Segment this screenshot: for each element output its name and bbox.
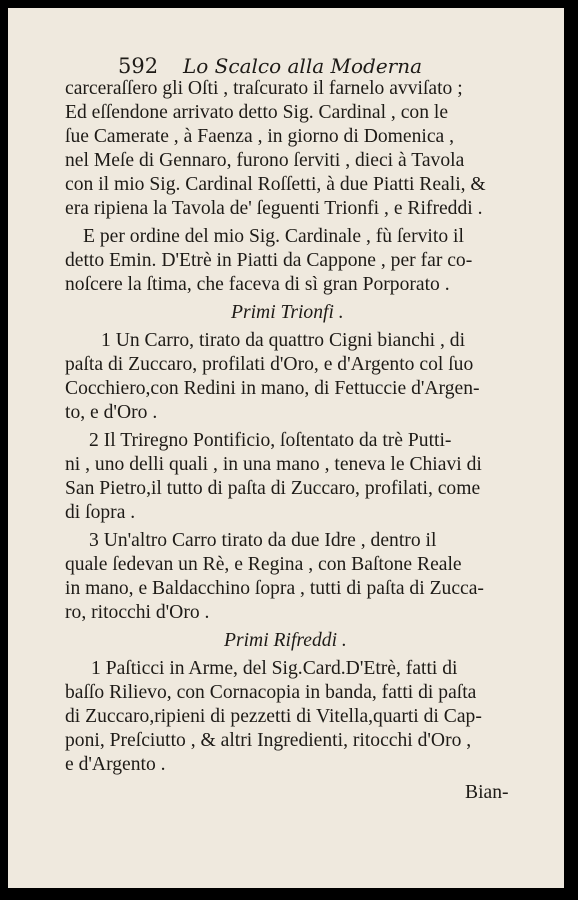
page-header [118, 52, 538, 80]
text-line: noſcere la ſtima, che faceva di sì gran Porporato . [65, 274, 450, 295]
text-line: di Zuccaro,ripieni di pezzetti di Vitella,quarti di Cap- [65, 706, 482, 727]
section-heading: Primi Rifreddi . [224, 630, 347, 651]
text-line: Ed eſſendone arrivato detto Sig. Cardinal , con le [65, 102, 449, 123]
text-line: nel Meſe di Gennaro, furono ſerviti , dieci à Tavola [65, 150, 465, 171]
catchword: Bian- [465, 782, 509, 803]
text-line: to, e d'Oro . [65, 402, 158, 423]
text-line: ro, ritocchi d'Oro . [65, 602, 210, 623]
text-line: era ripiena la Tavola de' ſeguenti Trionfi , e Rifreddi . [65, 198, 483, 219]
text-line: Cocchiero,con Redini in mano, di Fettuccie d'Argen- [65, 378, 480, 399]
text-line: e d'Argento . [65, 754, 166, 775]
text-line: paſta di Zuccaro, profilati d'Oro, e d'Argento col ſuo [65, 354, 474, 375]
text-line: E per ordine del mio Sig. Cardinale , fù ſervito il [83, 226, 464, 247]
text-line: 3 Un'altro Carro tirato da due Idre , dentro il [89, 530, 437, 551]
text-line: ſue Camerate , à Faenza , in giorno di Domenica , [65, 126, 455, 147]
text-line: poni, Preſciutto , & altri Ingredienti, ritocchi d'Oro , [65, 730, 472, 751]
running-title: Lo Scalco alla Moderna [183, 54, 423, 78]
text-line: con il mio Sig. Cardinal Roſſetti, à due Piatti Reali, & [65, 174, 486, 195]
text-line: 2 Il Triregno Pontificio, ſoſtentato da trè Putti- [89, 430, 452, 451]
section-heading: Primi Trionfi . [231, 302, 344, 323]
text-line: in mano, e Baldacchino ſopra , tutti di paſta di Zucca- [65, 578, 484, 599]
text-line: 1 Un Carro, tirato da quattro Cigni bianchi , di [101, 330, 466, 351]
text-line: carceraſſero gli Oſti , traſcurato il farnelo avviſato ; [65, 78, 463, 99]
page-number: 592 [118, 54, 159, 78]
book-page [8, 8, 564, 888]
text-line: San Pietro,il tutto di paſta di Zuccaro, profilati, come [65, 478, 481, 499]
text-line: ni , uno delli quali , in una mano , teneva le Chiavi di [65, 454, 482, 475]
text-line: detto Emin. D'Etrè in Piatti da Cappone , per far co- [65, 250, 473, 271]
text-line: baſſo Rilievo, con Cornacopia in banda, fatti di paſta [65, 682, 477, 703]
text-line: quale ſedevan un Rè, e Regina , con Baſtone Reale [65, 554, 462, 575]
text-line: di ſopra . [65, 502, 136, 523]
text-line: 1 Paſticci in Arme, del Sig.Card.D'Etrè, fatti di [91, 658, 458, 679]
